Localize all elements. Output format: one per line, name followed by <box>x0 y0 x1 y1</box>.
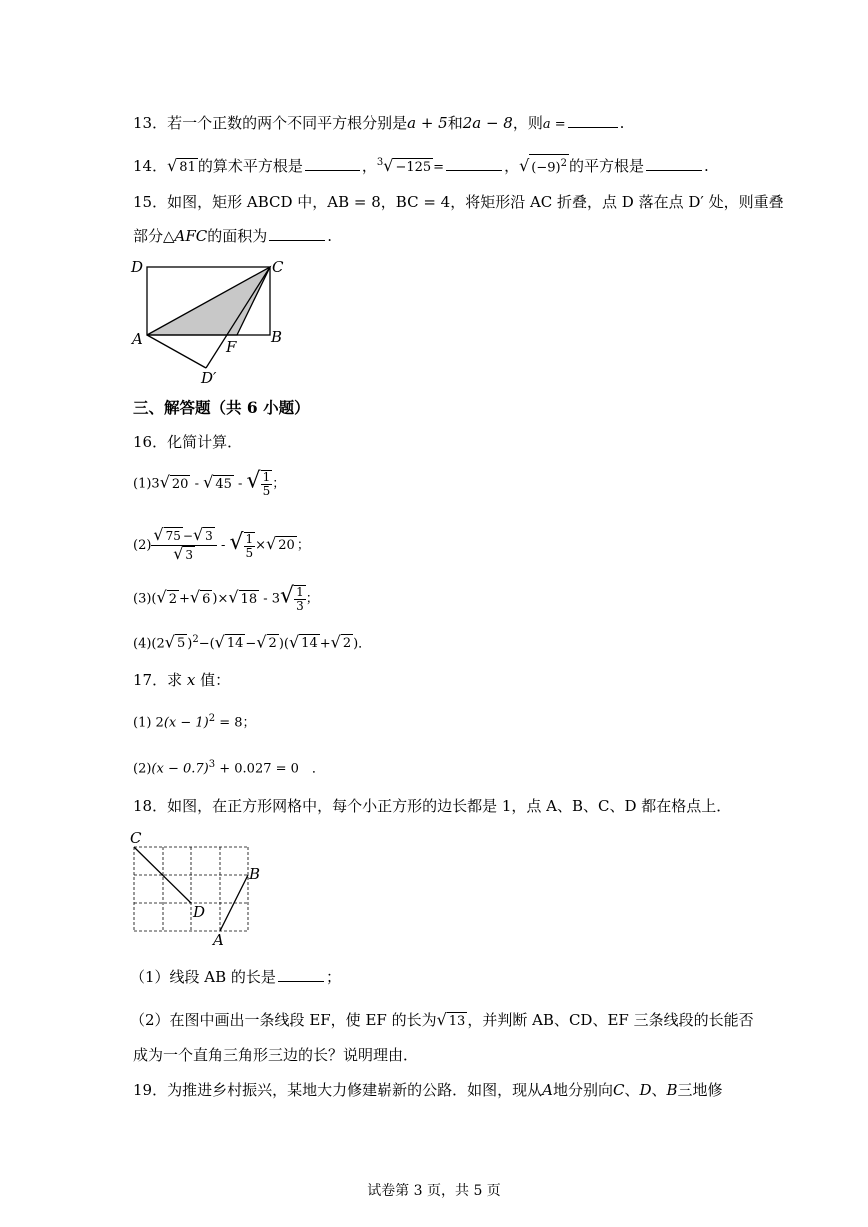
figure-18-square-grid <box>128 825 268 947</box>
q16-p2-times: × <box>255 538 267 553</box>
q14-text-4: 的平方根是 <box>568 157 644 175</box>
q16-p2-num-minus: − <box>182 529 193 543</box>
q15-answer-blank[interactable] <box>269 226 325 241</box>
label-d: D <box>131 258 144 276</box>
q13-number: 13． <box>133 114 168 132</box>
q18-p2-radicand: 13 <box>448 1014 466 1029</box>
q16-p4-exponent: 2 <box>192 634 199 645</box>
q16-p4-radicand-2: 14 <box>226 636 244 652</box>
q16-p1-numerator: 1 <box>262 470 271 484</box>
q14-text-3: ， <box>504 157 520 175</box>
q14-equals: = <box>433 160 445 175</box>
q19-text-3: 三地修 <box>677 1081 723 1099</box>
question-19 <box>133 1080 723 1100</box>
q15-text-1: 如图，矩形 ABCD 中，AB = 8，BC = 4，将矩形沿 AC 折叠，点 D 落在点 D′ 处，则重叠 <box>167 193 784 211</box>
q17-title: 求 <box>167 671 183 689</box>
q16-p4-radicand-5: 2 <box>342 636 352 652</box>
q18-text: 如图，在正方形网格中，每个小正方形的边长都是 1，点 A、B、C、D 都在格点上． <box>167 797 732 815</box>
q16-p2-denominator: 5 <box>245 545 254 560</box>
q18-part-2: （2）在图中画出一条线段 EF，使 EF 的长为√ 13 ，并判断 AB、CD、EF 三条线段的长能否 <box>130 1010 754 1029</box>
q14-text-1: 的算术平方根是 <box>197 157 303 175</box>
q14-answer-blank-2[interactable] <box>446 156 502 171</box>
q16-p3-denominator: 3 <box>296 599 304 613</box>
q16-p2-end: ； <box>296 538 310 553</box>
q16-p1-minus-2: - <box>233 476 247 492</box>
q16-p3-numerator: 1 <box>296 585 304 599</box>
question-14: 14．√ 81 的算术平方根是 ，$^3$√ −125 = ，√ $(-9)^2$ 的平方根是 . <box>133 153 709 178</box>
question-15-line-2 <box>133 226 332 246</box>
q16-p4-radicand-1: 5 <box>176 636 186 652</box>
q16-p1-minus-1: - <box>190 476 204 492</box>
label-f: F <box>226 338 237 356</box>
q16-p2-numerator: 1 <box>245 531 254 546</box>
q13-expr1: a + 5 <box>407 114 448 132</box>
q15-number: 15． <box>133 193 168 211</box>
q16-p2-num-radicand-2: 3 <box>205 529 213 543</box>
q16-p3-radicand-2: 6 <box>202 591 211 607</box>
question-16 <box>133 432 242 452</box>
q15-end: . <box>327 227 333 245</box>
q17-p2-tag: (2) <box>133 761 152 777</box>
q16-p2-radicand: 20 <box>278 538 295 553</box>
q13-expr2: 2a − 8 <box>462 114 513 132</box>
label-c: C <box>272 258 284 276</box>
q18-part-1 <box>130 967 341 987</box>
q16-p3-end: ； <box>305 591 319 607</box>
label-d: D <box>193 903 206 921</box>
q17-title-2: 值： <box>200 671 231 689</box>
q19-sep-1: 、 <box>624 1081 640 1099</box>
q13-answer-blank[interactable] <box>568 113 618 128</box>
label-d-prime: D′ <box>201 369 217 387</box>
q16-p1-radicand-1: 20 <box>171 476 189 492</box>
q16-p4-radicand-3: 2 <box>268 636 277 652</box>
q17-variable: x <box>186 671 196 689</box>
q16-p1-end: ； <box>272 476 286 492</box>
shaded-triangle-afc <box>147 267 270 335</box>
q14-number: 14． <box>133 157 168 175</box>
q16-p4-plus: + <box>319 636 331 652</box>
q13-then: ，则 <box>512 114 543 132</box>
q17-p1-tag: (1) 2 <box>133 715 164 731</box>
q18-part-2-cont: 成为一个直角三角形三边的长？说明理由． <box>133 1046 419 1064</box>
label-c: C <box>130 829 142 847</box>
q16-part-1: (1)3√ 20 - √ 45 - √ $\frac{1}{5}$ ； <box>133 468 286 498</box>
q16-p2-fraction <box>244 532 256 560</box>
q14-answer-blank-3[interactable] <box>646 156 702 171</box>
q13-end: . <box>619 114 625 132</box>
label-a: A <box>132 330 143 348</box>
q16-p1-radicand-2: 45 <box>215 476 232 492</box>
q18-p2-text-2: ，并判断 AB、CD、EF 三条线段的长能否 <box>467 1011 754 1029</box>
q16-p4-end: )． <box>353 636 372 652</box>
q16-part-2: (2) $\frac{√ 75 -√ 3}{√ 3}$ - √ $\frac{1}{5}$ ×√ 20 ； <box>133 525 310 563</box>
q17-part-2 <box>133 755 325 779</box>
q17-part-1 <box>133 709 256 733</box>
q16-p2-minus: - <box>216 538 230 553</box>
q17-p1-expr: (x − 1) <box>163 715 209 731</box>
question-17 <box>133 670 230 690</box>
q14-radicand-2: −125 <box>395 160 432 175</box>
q16-p3-times: )× <box>212 591 229 607</box>
q16-p4-paren: )( <box>278 636 289 652</box>
q19-point-c: C <box>612 1081 625 1099</box>
q19-point-b: B <box>666 1081 678 1099</box>
q18-p1-end: ； <box>325 968 341 986</box>
q16-part-3: (3)(√ 2 +√ 6 )×√ 18 - 3√ $\frac{1}{3}$ ； <box>133 583 319 613</box>
q16-p4-tag: (4)(2 <box>133 636 165 652</box>
q14-end: . <box>704 157 709 175</box>
q16-p3-radicand-3: 18 <box>240 591 258 607</box>
segment-cd <box>134 847 191 903</box>
q16-p3-plus: + <box>178 591 190 607</box>
question-15-line-1 <box>133 192 784 212</box>
q14-radicand-3 <box>529 154 569 176</box>
q16-p2-den-radicand: 3 <box>185 548 194 562</box>
question-13 <box>133 113 624 135</box>
q15-text-2a: 部分 <box>133 227 164 245</box>
q18-p1-answer-blank[interactable] <box>278 967 324 982</box>
label-b: B <box>271 328 283 346</box>
q16-p3-radicand-1: 2 <box>168 591 177 607</box>
q19-number: 19． <box>133 1081 168 1099</box>
q16-p4-minus-2: − <box>245 636 257 652</box>
q16-p3-tag: (3)( <box>133 591 157 607</box>
label-b: B <box>249 865 261 883</box>
q15-text-2b: 的面积为 <box>207 227 268 245</box>
q19-text-1: 为推进乡村振兴，某地大力修建崭新的公路．如图，现从 <box>167 1081 543 1099</box>
q16-p1-tag: (1)3 <box>133 476 160 492</box>
segment-ad-prime <box>147 335 206 368</box>
q14-root-index: 3 <box>376 157 384 168</box>
q16-title: 化简计算． <box>167 433 243 451</box>
q15-triangle: △AFC <box>163 227 208 245</box>
q17-p1-exponent: 2 <box>208 713 216 724</box>
q17-p1-rest: = 8； <box>215 715 256 731</box>
q16-p4-minus: −( <box>198 636 215 652</box>
q19-point-d: D <box>639 1081 652 1099</box>
q16-p3-fraction <box>294 585 306 613</box>
q16-p1-fraction <box>261 470 273 498</box>
q18-p1-text: （1）线段 AB 的长是 <box>130 968 276 986</box>
grid-lines <box>134 847 248 931</box>
q16-p4-close: ) <box>187 636 193 652</box>
q14-exponent: 2 <box>560 157 567 169</box>
q14-text-2: ， <box>361 157 377 175</box>
section-3-heading: 三、解答题（共 6 小题） <box>133 398 310 417</box>
q13-text: 若一个正数的两个不同平方根分别是 <box>167 114 408 132</box>
q14-radicand-1: 81 <box>179 160 196 175</box>
q19-sep-2: 、 <box>651 1081 667 1099</box>
q16-p2-tag: (2) <box>133 538 152 553</box>
q17-p2-expr: (x − 0.7) <box>151 761 209 777</box>
page-footer: 试卷第 3 页，共 5 页 <box>367 1183 501 1199</box>
q17-p2-rest: + 0.027 = 0 ． <box>215 761 325 777</box>
q14-answer-blank-1[interactable] <box>305 156 360 171</box>
label-a: A <box>213 931 224 947</box>
q16-p2-big-fraction: $\frac{√ 75 -√ 3}{√ 3}$ <box>151 527 216 564</box>
q16-p3-minus-coef: - 3 <box>259 591 281 607</box>
q16-p2-num-radicand-1: 75 <box>165 529 181 543</box>
q13-and: 和 <box>447 114 463 132</box>
figure-15-rectangle-fold <box>128 252 298 387</box>
q19-text-2: 地分别向 <box>552 1081 613 1099</box>
q19-point-a: A <box>542 1081 553 1099</box>
q16-number: 16． <box>133 433 168 451</box>
q16-p4-radicand-4: 14 <box>301 636 318 652</box>
q14-radicand-3-base: (−9) <box>531 160 561 175</box>
q18-p2-text-1: （2）在图中画出一条线段 EF，使 EF 的长为 <box>130 1011 437 1029</box>
q18-number: 18． <box>133 797 168 815</box>
q16-part-4: (4)(2√ 5 )$^2$−(√ 14 −√ 2 )(√ 14 +√ 2 )． <box>133 632 372 652</box>
q17-number: 17． <box>133 671 168 689</box>
q17-p2-exponent: 3 <box>208 759 216 770</box>
question-18 <box>133 796 731 816</box>
q13-var: a = <box>542 117 566 132</box>
q16-p1-denominator: 5 <box>262 484 271 498</box>
